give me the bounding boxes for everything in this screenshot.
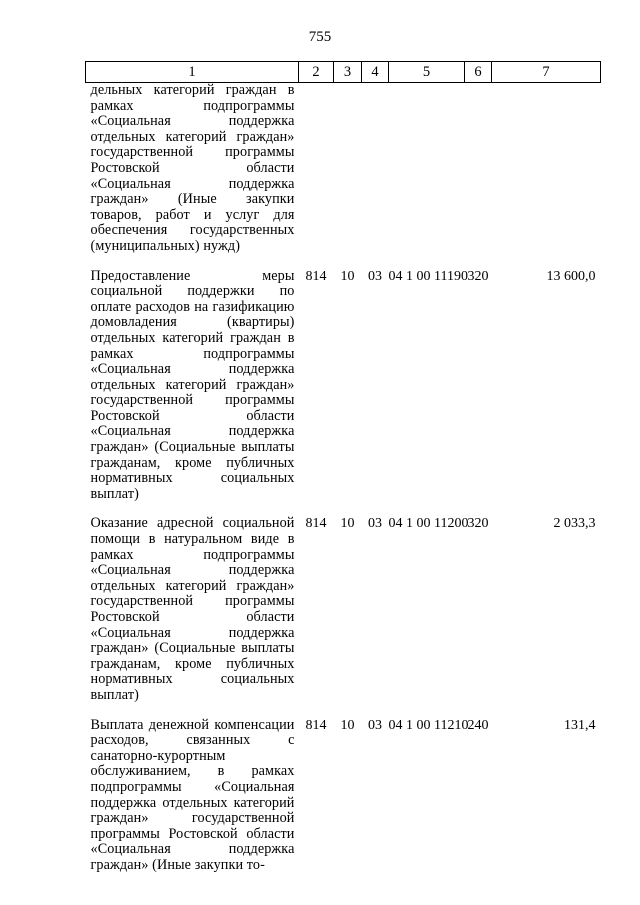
row-amount xyxy=(492,83,601,269)
row-section xyxy=(334,83,362,269)
row-expense-type: 320 xyxy=(467,516,489,532)
row-amount: 2 033,3 xyxy=(553,516,596,532)
table-row xyxy=(86,516,601,717)
column-header-amount: 7 xyxy=(492,62,601,83)
page-number: 755 xyxy=(308,29,332,45)
row-ministry xyxy=(299,83,334,269)
table-row xyxy=(86,269,601,517)
row-ministry: 814 xyxy=(305,268,327,284)
row-expense-type xyxy=(465,83,492,269)
row-target-article xyxy=(389,83,465,269)
column-header-description: 1 xyxy=(86,62,299,83)
table-header-row xyxy=(86,62,601,83)
column-header-target-article: 5 xyxy=(389,62,465,83)
row-target-article: 04 1 00 11190 xyxy=(388,268,468,284)
row-ministry: 814 xyxy=(305,717,327,733)
row-section: 10 xyxy=(340,516,355,532)
column-header-section: 3 xyxy=(334,62,362,83)
row-subsection: 03 xyxy=(368,516,382,532)
budget-table xyxy=(85,61,601,888)
table-row xyxy=(86,83,601,269)
row-description: Выплата денежной компенсации расходов, связанных с санаторно-курортным обслуживанием, в рамках подпрограммы «Социальная поддержка отдельных категорий граждан» государственной программы Ростовской области «Социальная поддержка граждан» (Иные закупки то- xyxy=(90,716,295,873)
row-ministry: 814 xyxy=(305,516,327,532)
row-description: Предоставление меры социальной поддержки по оплате расходов на газификацию домовладения (квартиры) отдельных категорий граждан в рамках подпрограммы «Социальная поддержка отдельных категорий граждан» государственной программы Ростовской области «Социальная поддержка граждан» (Социальные выплаты гражданам, кроме публичных нормативных социальных выплат) xyxy=(90,267,295,502)
row-section: 10 xyxy=(340,268,355,284)
column-header-ministry: 2 xyxy=(299,62,334,83)
row-expense-type: 320 xyxy=(467,268,489,284)
table-row xyxy=(86,718,601,888)
row-amount: 131,4 xyxy=(564,717,596,733)
row-subsection xyxy=(362,83,389,269)
row-expense-type: 240 xyxy=(467,717,489,733)
row-description: дельных категорий граждан в рамках подпрограммы «Социальная поддержка отдельных категорий граждан» государственной программы Ростовской области «Социальная поддержка граждан» (Иные закупки товаров, работ и услуг для обеспечения государственных (муниципальных) нужд) xyxy=(90,82,295,254)
row-subsection: 03 xyxy=(368,717,382,733)
row-section: 10 xyxy=(340,717,355,733)
row-amount: 13 600,0 xyxy=(546,268,596,284)
row-description: Оказание адресной социальной помощи в натуральном виде в рамках подпрограммы «Социальная поддержка отдельных категорий граждан» государственной программы Ростовской области «Социальная поддержка граждан» (Социальные выплаты гражданам, кроме публичных нормативных социальных выплат) xyxy=(90,515,295,703)
column-header-expense-type: 6 xyxy=(465,62,492,83)
row-subsection: 03 xyxy=(368,268,382,284)
row-target-article: 04 1 00 11210 xyxy=(388,717,469,733)
column-header-subsection: 4 xyxy=(362,62,389,83)
row-target-article: 04 1 00 11200 xyxy=(388,516,469,532)
